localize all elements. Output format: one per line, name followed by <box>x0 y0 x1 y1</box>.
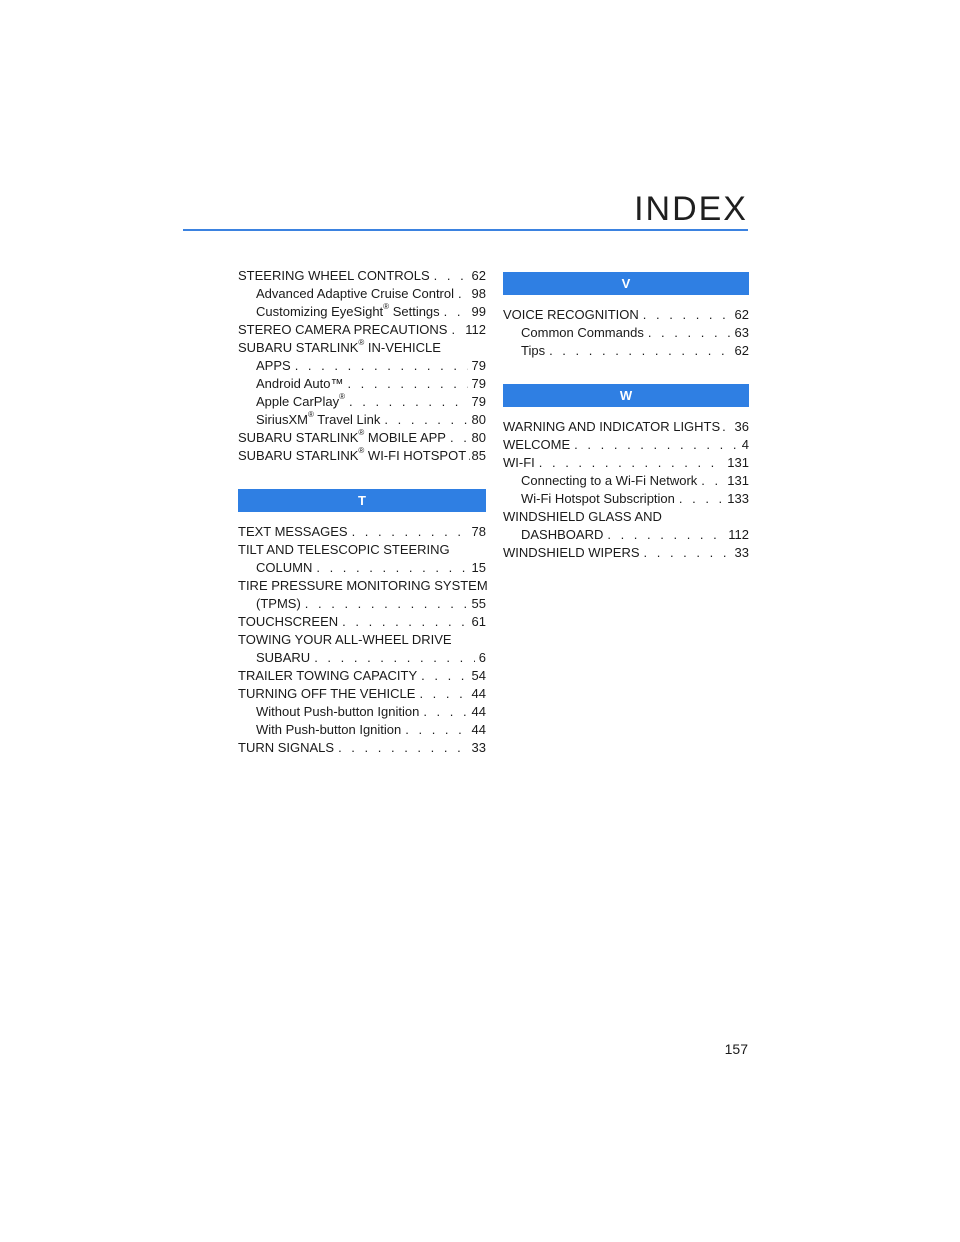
index-column-left <box>238 267 486 757</box>
section-letter-v: V <box>503 272 749 295</box>
index-column-right <box>503 272 749 562</box>
index-entry: WI-FI . . . 131 <box>503 454 749 472</box>
header-divider <box>183 229 748 231</box>
index-subentry: Wi-Fi Hotspot Subscription . . . 133 <box>503 490 749 508</box>
index-subentry: Connecting to a Wi-Fi Network . . . 131 <box>503 472 749 490</box>
index-subentry: Without Push-button Ignition . . . 44 <box>238 703 486 721</box>
index-entry: WINDSHIELD WIPERS . . . 33 <box>503 544 749 562</box>
index-entry-continued: SUBARU . . . 6 <box>238 649 486 667</box>
page-number: 157 <box>724 1041 748 1057</box>
index-entry: TRAILER TOWING CAPACITY . . . 54 <box>238 667 486 685</box>
index-entry: WELCOME . . . 4 <box>503 436 749 454</box>
index-entry: STEERING WHEEL CONTROLS . . . 62 <box>238 267 486 285</box>
section-letter-t: T <box>238 489 486 512</box>
index-entry: TIRE PRESSURE MONITORING SYSTEM <box>238 578 488 593</box>
index-subentry: Apple CarPlay® . . . 79 <box>238 393 486 411</box>
page-title: INDEX <box>634 190 748 228</box>
index-entry: TEXT MESSAGES . . . 78 <box>238 523 486 541</box>
index-subentry: SiriusXM® Travel Link . . . 80 <box>238 411 486 429</box>
section-letter-w: W <box>503 384 749 407</box>
index-subentry: With Push-button Ignition . . . 44 <box>238 721 486 739</box>
index-entry: SUBARU STARLINK® IN-VEHICLE <box>238 338 441 355</box>
index-subentry: Android Auto™ . . . 79 <box>238 375 486 393</box>
index-entry: WARNING AND INDICATOR LIGHTS . . . 36 <box>503 418 749 436</box>
index-entry: WINDSHIELD GLASS AND <box>503 509 662 524</box>
index-subentry: Tips . . . 62 <box>503 342 749 360</box>
index-entry-continued: APPS . . . 79 <box>238 357 486 375</box>
index-entry: TOUCHSCREEN . . . 61 <box>238 613 486 631</box>
index-entry-continued: DASHBOARD . . . 112 <box>503 526 749 544</box>
index-entry: TILT AND TELESCOPIC STEERING <box>238 542 450 557</box>
index-entry: STEREO CAMERA PRECAUTIONS . . . 112 <box>238 321 486 339</box>
index-entry-continued: (TPMS) . . . 55 <box>238 595 486 613</box>
index-entry: SUBARU STARLINK® WI-FI HOTSPOT . . . 85 <box>238 447 486 465</box>
index-entry: VOICE RECOGNITION . . . 62 <box>503 306 749 324</box>
index-entry: TURN SIGNALS . . . 33 <box>238 739 486 757</box>
index-entry: TOWING YOUR ALL-WHEEL DRIVE <box>238 632 452 647</box>
index-entry: SUBARU STARLINK® MOBILE APP . . . 80 <box>238 429 486 447</box>
index-subentry: Advanced Adaptive Cruise Control . . . 98 <box>238 285 486 303</box>
index-subentry: Customizing EyeSight® Settings . . . 99 <box>238 303 486 321</box>
index-entry: TURNING OFF THE VEHICLE . . . 44 <box>238 685 486 703</box>
index-entry-continued: COLUMN . . . 15 <box>238 559 486 577</box>
index-subentry: Common Commands . . . 63 <box>503 324 749 342</box>
